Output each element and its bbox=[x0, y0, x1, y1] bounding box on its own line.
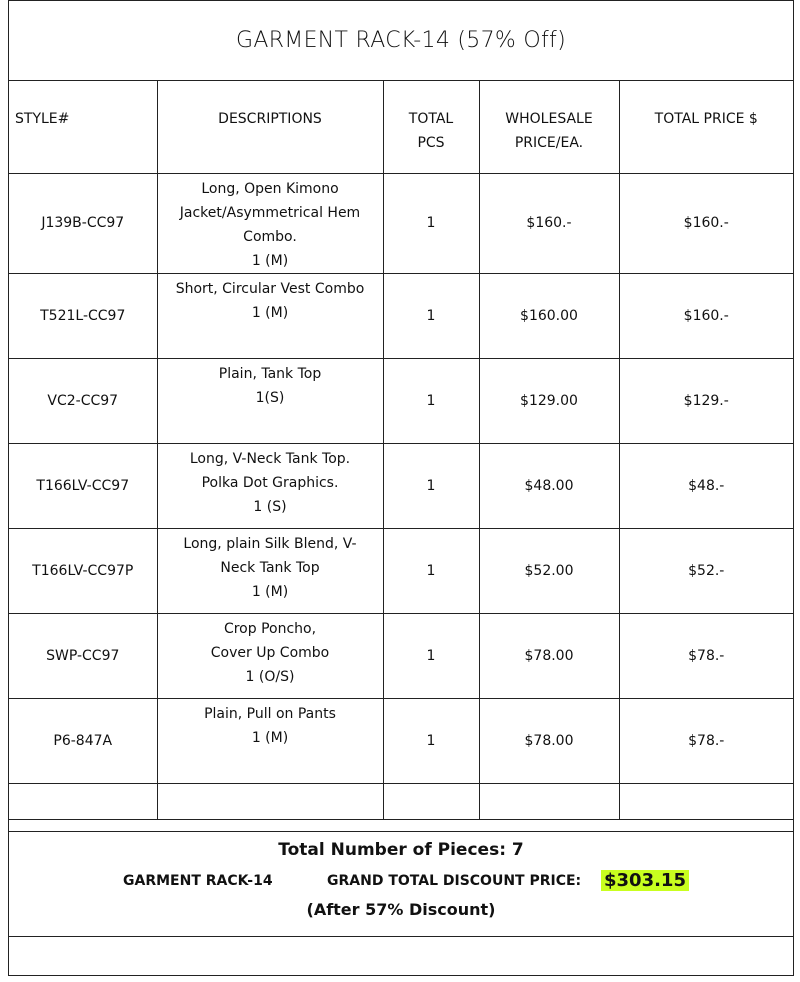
pcs-cell: 1 bbox=[383, 358, 479, 443]
description-line: Crop Poncho, bbox=[223, 620, 317, 637]
header-style: STYLE# bbox=[9, 81, 157, 173]
total-pieces: Total Number of Pieces: 7 bbox=[278, 840, 524, 860]
description-cell bbox=[157, 698, 383, 783]
empty-cell bbox=[157, 783, 383, 819]
pcs-cell: 1 bbox=[383, 443, 479, 528]
description-cell bbox=[157, 443, 383, 528]
description-line: Long, plain Silk Blend, V- bbox=[183, 535, 357, 552]
description-line: Short, Circular Vest Combo bbox=[175, 280, 365, 297]
header-wholesale-line: PRICE/EA. bbox=[514, 135, 584, 151]
description-line: Neck Tank Top bbox=[220, 559, 320, 576]
style-cell: T521L-CC97 bbox=[9, 273, 157, 358]
pcs-cell: 1 bbox=[383, 613, 479, 698]
wholesale-price-cell: $129.00 bbox=[479, 358, 619, 443]
table-row bbox=[9, 698, 793, 783]
grand-total-price: $303.15 bbox=[601, 870, 689, 891]
description-line: 1 (M) bbox=[251, 729, 289, 746]
table-row bbox=[9, 443, 793, 528]
empty-cell bbox=[9, 783, 157, 819]
header-total-pcs-line: PCS bbox=[417, 135, 445, 151]
style-cell: SWP-CC97 bbox=[9, 613, 157, 698]
wholesale-price-cell: $48.00 bbox=[479, 443, 619, 528]
total-price-cell: $129.- bbox=[619, 358, 793, 443]
description-line: Combo. bbox=[243, 228, 297, 245]
table-row bbox=[9, 273, 793, 358]
description-cell bbox=[157, 358, 383, 443]
item-rows bbox=[9, 173, 793, 819]
style-cell: T166LV-CC97P bbox=[9, 528, 157, 613]
description-cell bbox=[157, 613, 383, 698]
total-price-cell: $160.- bbox=[619, 273, 793, 358]
wholesale-price-cell: $52.00 bbox=[479, 528, 619, 613]
total-price-cell: $78.- bbox=[619, 613, 793, 698]
total-price-cell: $52.- bbox=[619, 528, 793, 613]
empty-row bbox=[9, 783, 793, 819]
wholesale-price-cell: $78.00 bbox=[479, 613, 619, 698]
pcs-cell: 1 bbox=[383, 173, 479, 273]
description-line: Jacket/Asymmetrical Hem bbox=[179, 204, 361, 221]
description-line: 1(S) bbox=[255, 389, 285, 406]
table-row bbox=[9, 613, 793, 698]
description-line: Plain, Pull on Pants bbox=[204, 705, 336, 722]
summary-section bbox=[9, 831, 793, 937]
items-table bbox=[9, 81, 793, 820]
wholesale-price-cell: $160.- bbox=[479, 173, 619, 273]
header-total-price: TOTAL PRICE $ bbox=[619, 81, 793, 173]
header-descriptions: DESCRIPTIONS bbox=[157, 81, 383, 173]
wholesale-price-cell: $78.00 bbox=[479, 698, 619, 783]
description-line: 1 (M) bbox=[251, 252, 289, 269]
style-cell: P6-847A bbox=[9, 698, 157, 783]
style-cell: VC2-CC97 bbox=[9, 358, 157, 443]
header-wholesale-price bbox=[479, 81, 619, 173]
description-cell bbox=[157, 273, 383, 358]
description-line: 1 (M) bbox=[251, 583, 289, 600]
description-cell bbox=[157, 528, 383, 613]
total-price-cell: $160.- bbox=[619, 173, 793, 273]
empty-cell bbox=[479, 783, 619, 819]
table-row bbox=[9, 528, 793, 613]
style-cell: T166LV-CC97 bbox=[9, 443, 157, 528]
table-row bbox=[9, 173, 793, 273]
pcs-cell: 1 bbox=[383, 528, 479, 613]
rack-label: GARMENT RACK-14 bbox=[123, 873, 273, 889]
total-price-cell: $78.- bbox=[619, 698, 793, 783]
header-wholesale-line: WHOLESALE bbox=[505, 111, 593, 127]
table-row bbox=[9, 358, 793, 443]
description-line: Cover Up Combo bbox=[210, 644, 330, 661]
header-total-pcs bbox=[383, 81, 479, 173]
pcs-cell: 1 bbox=[383, 698, 479, 783]
description-line: 1 (S) bbox=[253, 498, 287, 515]
grand-total-label: GRAND TOTAL DISCOUNT PRICE: bbox=[327, 873, 582, 889]
total-price-cell: $48.- bbox=[619, 443, 793, 528]
header-row bbox=[9, 81, 793, 173]
header-total-pcs-line: TOTAL bbox=[408, 111, 454, 127]
style-cell: J139B-CC97 bbox=[9, 173, 157, 273]
description-line: Plain, Tank Top bbox=[218, 365, 322, 382]
empty-cell bbox=[383, 783, 479, 819]
discount-note: (After 57% Discount) bbox=[306, 900, 496, 919]
description-cell bbox=[157, 173, 383, 273]
description-line: Long, Open Kimono bbox=[201, 180, 339, 197]
description-line: Polka Dot Graphics. bbox=[201, 474, 339, 491]
sheet-title: GARMENT RACK-14 (57% Off) bbox=[9, 1, 793, 81]
description-line: 1 (O/S) bbox=[245, 668, 295, 685]
price-sheet bbox=[8, 0, 794, 976]
description-line: Long, V-Neck Tank Top. bbox=[189, 450, 351, 467]
description-line: 1 (M) bbox=[251, 304, 289, 321]
wholesale-price-cell: $160.00 bbox=[479, 273, 619, 358]
pcs-cell: 1 bbox=[383, 273, 479, 358]
empty-cell bbox=[619, 783, 793, 819]
